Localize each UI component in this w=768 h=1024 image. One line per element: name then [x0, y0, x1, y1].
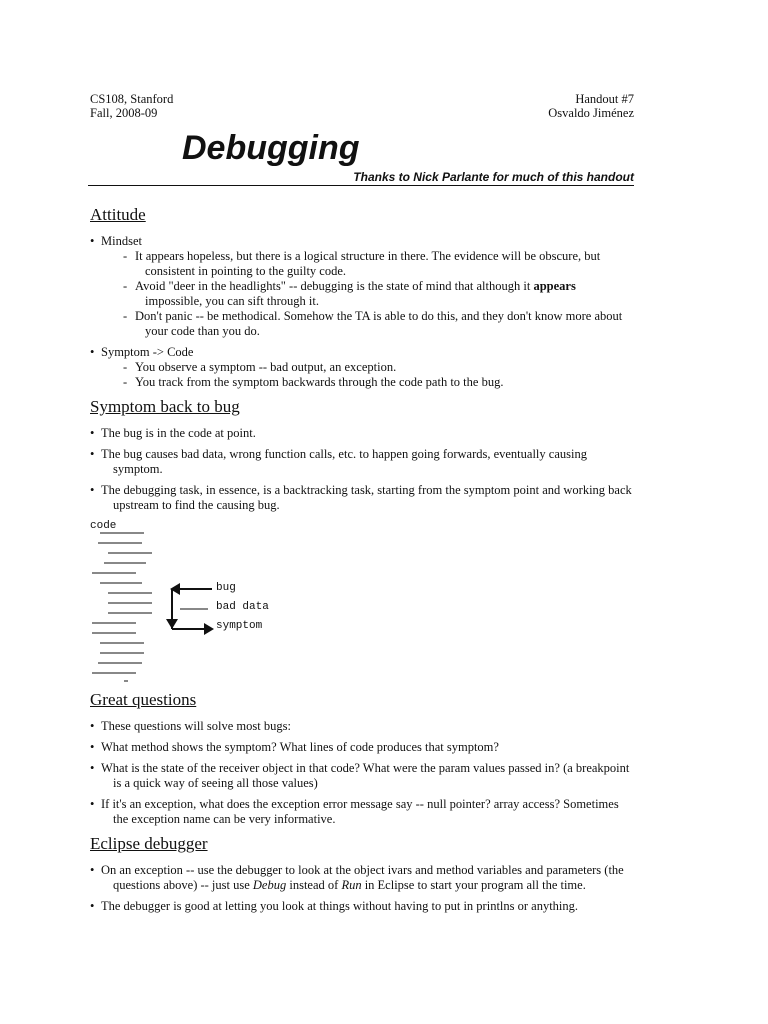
diagram-label-bug: bug: [216, 582, 236, 594]
document-header: [90, 92, 634, 124]
header-right: [548, 92, 634, 120]
handout-number: Handout #7: [575, 92, 634, 106]
run-term: Run: [341, 878, 362, 892]
list-item: - It appears hopeless, but there is a logical structure in there. The evidence will be obscure, but consistent in pointing to the guilty code.: [123, 249, 636, 279]
title-divider: [88, 185, 634, 186]
term-label: Fall, 2008-09: [90, 106, 158, 120]
list-item: • If it's an exception, what does the exception error message say -- null pointer? array access? Sometimes the exception name can be very informative.: [90, 797, 636, 827]
section-heading: Eclipse debugger: [90, 834, 208, 853]
list-item: - Don't panic -- be methodical. Somehow the TA is able to do this, and they don't know more about your code than you do.: [123, 309, 636, 339]
emphasis-appears: appears: [533, 279, 576, 293]
section-great-questions: [90, 689, 636, 827]
backtrack-arrows: [172, 589, 212, 629]
section-heading: Attitude: [90, 205, 146, 224]
page-subtitle: Thanks to Nick Parlante for much of this handout: [353, 170, 634, 184]
list-item: • What is the state of the receiver object in that code? What were the param values passed in? (a breakpoint is a quick way of seeing all those values): [90, 761, 636, 791]
list-item: • The debugger is good at letting you look at things without having to put in printlns or anything.: [90, 899, 636, 914]
list-item: - Avoid "deer in the headlights" -- debugging is the state of mind that although it appears impossible, you can sift through it.: [123, 279, 636, 309]
list-item: • The bug causes bad data, wrong function calls, etc. to happen going forwards, eventually causing symptom.: [90, 447, 636, 477]
list-item: - You track from the symptom backwards through the code path to the bug.: [123, 375, 636, 390]
header-left: [90, 92, 173, 120]
section-eclipse-debugger: [90, 833, 636, 914]
author-name: Osvaldo Jiménez: [548, 106, 634, 120]
course-label: CS108, Stanford: [90, 92, 174, 106]
list-item: • The debugging task, in essence, is a backtracking task, starting from the symptom point and working back upstream to find the causing bug.: [90, 483, 636, 513]
document-body: [90, 204, 636, 920]
section-heading: Great questions: [90, 690, 197, 709]
section-symptom-back-to-bug: [90, 396, 636, 683]
list-item: • The bug is in the code at point.: [90, 426, 636, 441]
page-title: Debugging: [182, 129, 360, 167]
diagram-label-symptom: symptom: [216, 620, 263, 632]
code-lines-graphic: [90, 519, 310, 683]
list-item: • What method shows the symptom? What lines of code produces that symptom?: [90, 740, 636, 755]
diagram-label-bad-data: bad data: [216, 601, 269, 613]
list-item: • These questions will solve most bugs:: [90, 719, 636, 734]
list-item: • On an exception -- use the debugger to look at the object ivars and method variables and parameters (the questions above) -- just use Debug instead of Run in Eclipse to start your program all the time.: [90, 863, 636, 893]
debug-term: Debug: [252, 878, 287, 892]
code-label: code: [90, 520, 117, 532]
section-attitude: [90, 204, 636, 390]
section-heading: Symptom back to bug: [90, 397, 240, 416]
code-path-diagram: [90, 519, 636, 683]
list-item: • Symptom -> Code - You observe a symptom -- bad output, an exception. - You track from the symptom backwards through the code path to the bug.: [90, 345, 636, 390]
list-item: - You observe a symptom -- bad output, an exception.: [123, 360, 636, 375]
list-item: • Mindset - It appears hopeless, but there is a logical structure in there. The evidence will be obscure, but consistent in pointing to the guilty code. - Avoid "deer in the headlights" -- debugging is the state of mind that although it appears impossible, you can sift through it. - Don't panic -- be methodical. Somehow the TA is able to do this, and they don't know more about your code than you do.: [90, 234, 636, 339]
